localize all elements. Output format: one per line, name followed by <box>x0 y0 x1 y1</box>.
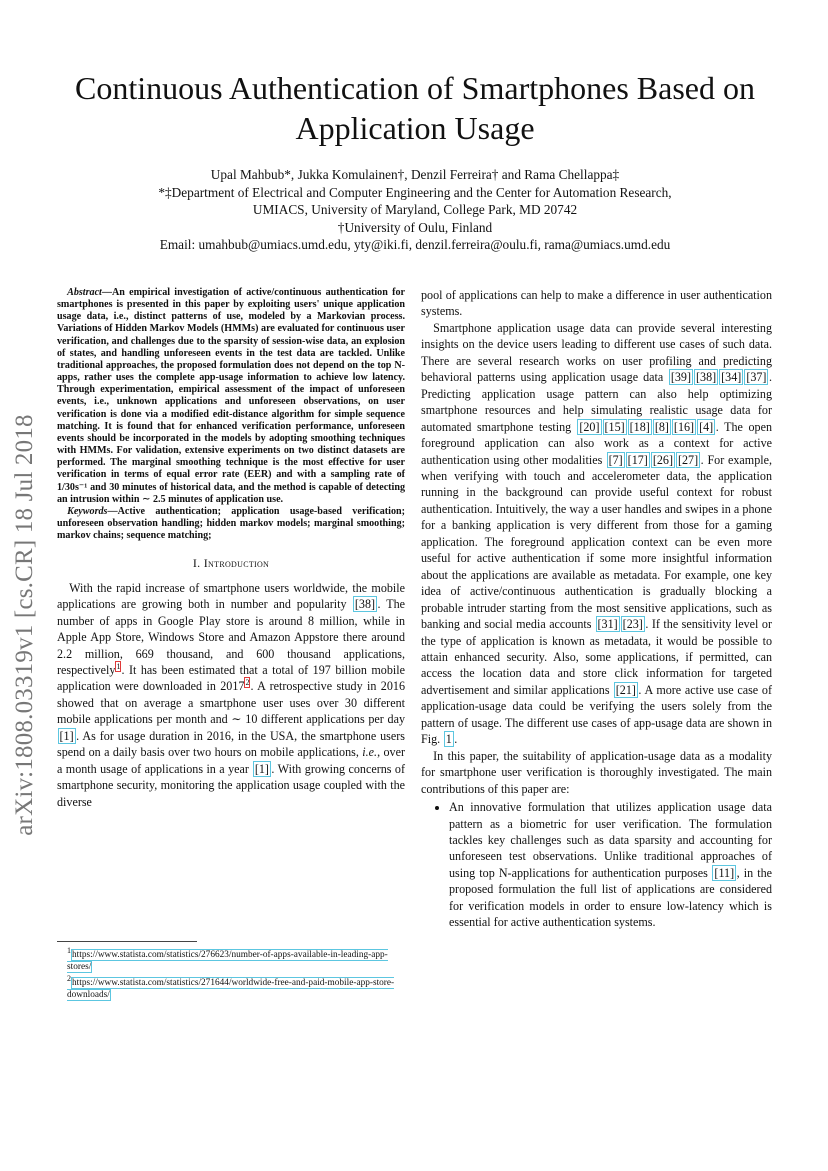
citation-link[interactable]: [11] <box>714 865 735 880</box>
footnote-divider <box>57 941 197 942</box>
keywords-label: Keywords <box>67 505 108 517</box>
citation-link[interactable]: [39] <box>670 370 691 385</box>
author-names: Upal Mahbub*, Jukka Komulainen†, Denzil Ferreira† and Rama Chellappa‡ <box>210 167 620 182</box>
footnote-url-link[interactable]: https://www.statista.com/statistics/276623/number-of-apps-available-in-leading-app-stores/ <box>67 950 388 973</box>
affiliation-line-2: UMIACS, University of Maryland, College Park, MD 20742 <box>252 202 578 217</box>
author-block <box>60 166 770 254</box>
footnote-link[interactable]: 2 <box>245 678 250 688</box>
citation-link[interactable]: [26] <box>652 452 673 467</box>
figure-link[interactable]: 1 <box>445 732 452 747</box>
abstract <box>57 287 405 542</box>
citation-link[interactable]: [38] <box>354 597 376 612</box>
section-heading-introduction: I. Introduction <box>192 556 270 571</box>
footnote-link[interactable]: 1 <box>116 661 121 671</box>
citation-link[interactable]: [38] <box>696 370 717 385</box>
citation-link[interactable]: [8] <box>654 419 669 434</box>
citation-link[interactable]: [18] <box>629 419 650 434</box>
intro-paragraph: With the rapid increase of smartphone users worldwide, the mobile applications are growing both in number and popularity [38] . The number of apps in Google Play store is around 8 million, while in Apple App Store, Windows Store and Amazon Appstore there around 2.2 million, 669 thousand, and 600 thousand applications, respectively$^1$. It has been estimated that a total of 197 billion mobile application were downloaded in 2017$^2$. A retrospective study in 2016 showed that on average a smartphone user uses over 30 different mobile applications per month and ∼ 10 different applications per day [1] . As for usage duration in 2016, in the USA, the smartphone users spend on a daily basis over two hours on mobile applications, i.e., over a month usage of applications in a year [1] . With growing concerns of smartphone security, monitoring the application usage coupled with the diverse <box>57 580 405 809</box>
citation-link[interactable]: [37] <box>746 370 767 385</box>
abstract-label: Abstract <box>67 287 102 298</box>
citation-link[interactable]: [34] <box>721 370 742 385</box>
author-emails: Email: umahbub@umiacs.umd.edu, yty@iki.fi, denzil.ferreira@oulu.fi, rama@umiacs.umd.edu <box>159 237 671 252</box>
affiliation-line-3: †University of Oulu, Finland <box>337 219 493 235</box>
contributions-paragraph: In this paper, the suitability of application-usage data as a modality for smartphone user verification is thoroughly investigated. The main contributions of this paper are: <box>421 748 772 796</box>
citation-link[interactable]: [16] <box>673 419 695 434</box>
citation-link[interactable]: [4] <box>699 419 714 434</box>
footnotes <box>57 945 405 1001</box>
citation-link[interactable]: [1] <box>59 728 74 743</box>
citation-link[interactable]: [27] <box>677 452 699 467</box>
list-item: • An innovative formulation that utilizes application usage data pattern as a biometric for user verification. The formulation tackles key challenges such as data sparsity and accounting for unforeseen test observations. Unlike traditional approaches of using top N-applications for authentication purposes [11] , in the proposed formulation the full list of applications are considered for verification models in order to ensure low-latency which is essential for active authentication systems. <box>449 799 772 931</box>
footnote-url-link[interactable]: https://www.statista.com/statistics/271644/worldwide-free-and-paid-mobile-app-store-downloads/ <box>67 978 395 1001</box>
contributions-list <box>421 799 772 931</box>
footnote-1: $^1$https://www.statista.com/statistics/276623/number-of-apps-available-in-leading-app-stores/ <box>67 946 388 973</box>
abstract-text: —An empirical investigation of active/continuous authentication for smartphones is presented in this paper by exploiting users' unique application usage data, i.e., distinct patterns of use, modeled by a Markovian process. Variations of Hidden Markov Models (HMMs) are evaluated for continuous user verification, and challenges due to the sparsity of session-wise data, an explosion of states, and handling unforeseen events in the test data are tackled. Unlike traditional approaches, the proposed formulation does not depend on the top N-apps, rather uses the complete app-usage information to achieve low latency. Through experimentation, empirical assessment of the impact of unforeseen events, i.e., unknown applications and unforeseen observations, on user verification is done via a modified edit-distance algorithm for simple sequence matching. It is found that for enhanced verification performance, unforeseen events should be incorporated in the models by adopting smoothing techniques with HMMs. For validation, extensive experiments on two distinct datasets are performed. The marginal smoothing technique is the most effective for user verification in terms of equal error rate (EER) and with a sampling rate of 1/30s⁻¹ and 30 minutes of historical data, and the method is capable of detecting an intrusion within ∼ 2.5 minutes of application use. <box>57 287 405 505</box>
citation-link[interactable]: [17] <box>627 452 648 467</box>
citation-link[interactable]: [23] <box>622 617 643 632</box>
citation-link[interactable]: [15] <box>604 419 625 434</box>
arxiv-side-identifier: arXiv:1808.03319v1 [cs.CR] 18 Jul 2018 <box>11 414 38 836</box>
citation-link[interactable]: [7] <box>608 452 623 467</box>
usage-paragraph: Smartphone application usage data can provide several interesting insights on the device users leading to different use cases of such data. There are several research works on user profiling and predicting behavioral patterns using application usage data [39] [38] [34] [37] . Predicting application usage pattern can also help optimizing smartphone resources and help simulating realistic usage data for automated smartphone testing [20] [15] [18] [8] [16] [4] . The open foreground application can also work as a context for active authentication using other modalities [7] [17] [26] [27] . For example, when verifying with touch and accelerometer data, the application running in the background can provide useful context for robust authentication. Intuitively, the way a user handles and swipes in a phone for a banking application is very different from those for a gaming application. The foreground application context can be even more useful for active authentication if some more insightful information about the applications are available as metadata. For example, one key idea of active/continuous authentication is gradually blocking a probable intruder starting from the most sensitive applications, such as banking and social media accounts [31] [23] . If the sensitivity level or the type of application is known as metadata, it would be possible to attain enhanced security. Also, some applications, if permitted, can access the location data and store click information for targeted advertisement and similar applications [21] . A more active use case of application-usage data could be verifying the users solely from the pattern of usage. The different use cases of app-usage data are shown in Fig. 1 . <box>421 320 773 747</box>
citation-link[interactable]: [1] <box>254 761 269 776</box>
citation-link[interactable]: [20] <box>579 419 600 434</box>
citation-link[interactable]: [21] <box>615 682 636 697</box>
continued-paragraph: pool of applications can help to make a difference in user authentication systems. <box>421 288 772 319</box>
right-column <box>421 287 772 931</box>
keywords-text: —Active authentication; application usage-based verification; unforeseen observation handling; hidden markov models; marginal smoothing; markov chains; sequence matching; <box>57 505 405 542</box>
footnote-2: $^2$https://www.statista.com/statistics/271644/worldwide-free-and-paid-mobile-app-store-downloads/ <box>67 974 395 1001</box>
citation-link[interactable]: [31] <box>597 617 618 632</box>
affiliation-line-1: *‡Department of Electrical and Computer Engineering and the Center for Automation Research, <box>158 184 672 200</box>
paper-title: Continuous Authentication of Smartphones Based on Application Usage <box>75 70 755 146</box>
left-column <box>57 287 405 810</box>
